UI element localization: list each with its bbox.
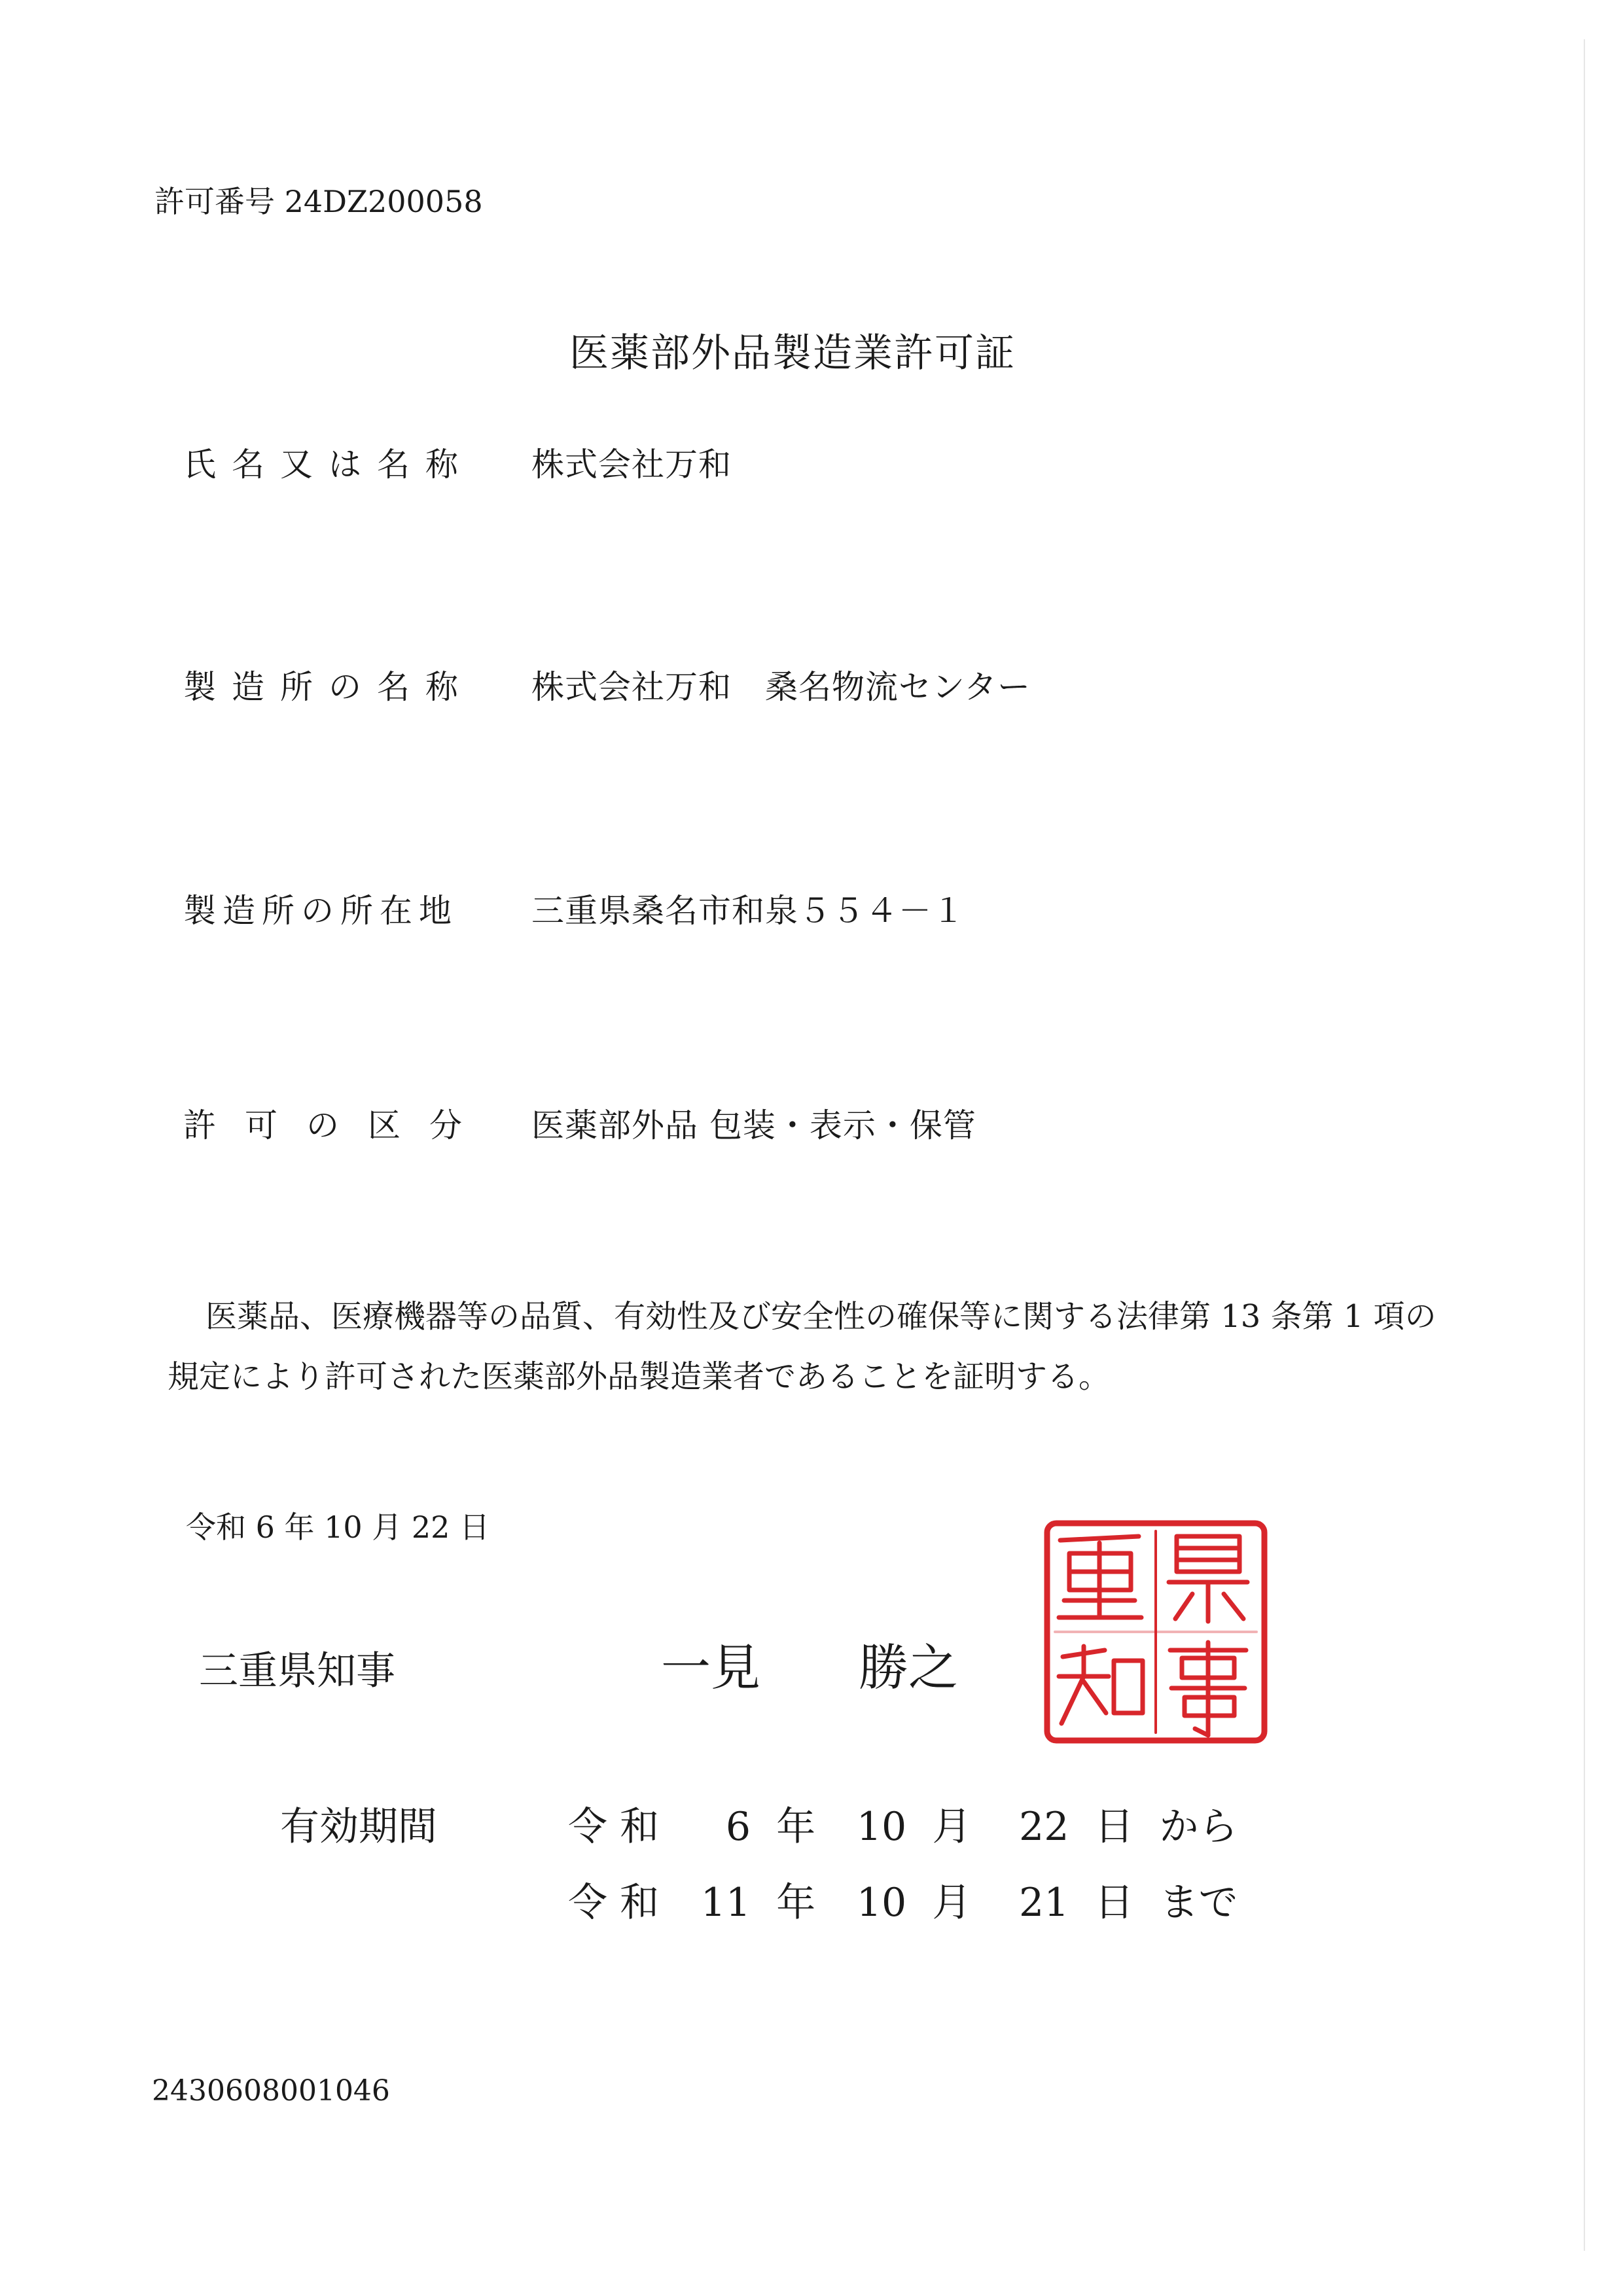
field-value-name: 株式会社万和 bbox=[531, 446, 732, 484]
validity-to-suffix: まで bbox=[1159, 1880, 1238, 1926]
field-label-permit-category: 許可の区分 bbox=[183, 1106, 491, 1144]
governor-family-name: 一見 bbox=[661, 1638, 760, 1697]
field-value-facility-name: 株式会社万和 桑名物流センター bbox=[531, 668, 1031, 706]
scan-edge-line bbox=[1584, 39, 1585, 2251]
validity-to-day-unit: 日 bbox=[1094, 1880, 1134, 1926]
document-title: 医薬部外品製造業許可証 bbox=[569, 330, 1016, 376]
official-seal bbox=[1041, 1517, 1271, 1747]
validity-to-year: 11 bbox=[700, 1880, 751, 1926]
validity-to-year-unit: 年 bbox=[776, 1880, 816, 1926]
validity-from bbox=[568, 1795, 1258, 1852]
governor-given-name: 勝之 bbox=[859, 1638, 958, 1697]
validity-from-year-unit: 年 bbox=[776, 1804, 816, 1850]
statement-line-1: 医薬品、医療機器等の品質、有効性及び安全性の確保等に関する法律第 13 条第 1 項の bbox=[205, 1298, 1436, 1335]
field-label-facility-name: 製造所の名称 bbox=[183, 668, 474, 706]
field-value-facility-address: 三重県桑名市和泉５５４－１ bbox=[531, 892, 965, 930]
validity-to-day: 21 bbox=[1019, 1880, 1069, 1926]
validity-label: 有効期間 bbox=[280, 1804, 437, 1850]
governor-name bbox=[661, 1628, 958, 1699]
permit-number: 許可番号 24DZ200058 bbox=[154, 184, 483, 219]
validity-to bbox=[568, 1871, 1258, 1928]
validity-from-year: 6 bbox=[725, 1804, 751, 1850]
validity-to-month-unit: 月 bbox=[932, 1880, 972, 1926]
document-code: 2430608001046 bbox=[152, 2074, 390, 2108]
validity-from-day: 22 bbox=[1019, 1804, 1069, 1850]
field-label-facility-address: 製造所の所在地 bbox=[183, 892, 458, 930]
validity-from-era: 令 和 bbox=[568, 1804, 660, 1850]
validity-to-era: 令 和 bbox=[568, 1880, 660, 1926]
governor-title: 三重県知事 bbox=[199, 1648, 395, 1694]
field-value-permit-category: 医薬部外品 包装・表示・保管 bbox=[531, 1106, 976, 1144]
certification-statement bbox=[168, 1286, 1509, 1407]
validity-from-month: 10 bbox=[856, 1804, 907, 1850]
validity-from-suffix: から bbox=[1159, 1804, 1238, 1850]
statement-line-2: 規定により許可された医薬部外品製造業者であることを証明する。 bbox=[168, 1358, 1111, 1395]
validity-to-month: 10 bbox=[856, 1880, 907, 1926]
issue-date: 令和 6 年 10 月 22 日 bbox=[186, 1510, 490, 1545]
validity-from-day-unit: 日 bbox=[1094, 1804, 1134, 1850]
field-label-name: 氏名又は名称 bbox=[183, 446, 474, 484]
validity-from-month-unit: 月 bbox=[932, 1804, 972, 1850]
